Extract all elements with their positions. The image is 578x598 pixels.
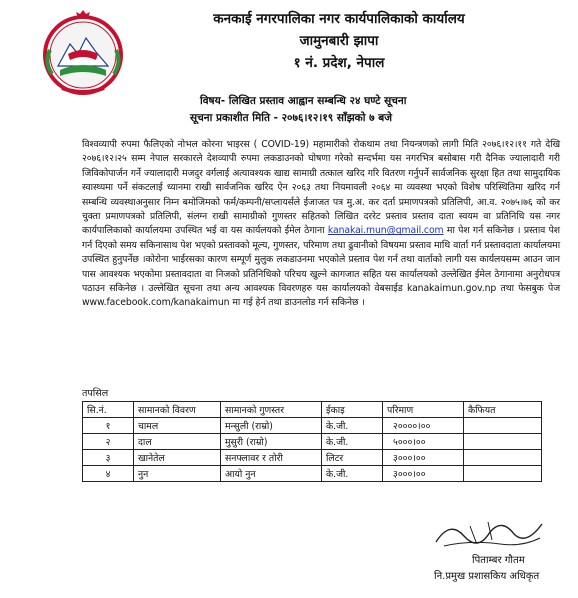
cell-item: चामल bbox=[134, 418, 221, 434]
office-header bbox=[120, 8, 558, 74]
signer-block bbox=[434, 553, 539, 585]
cell-sn: ३ bbox=[83, 450, 134, 466]
cell-unit: के.जी. bbox=[322, 466, 383, 482]
cell-quantity: ३०००।०० bbox=[383, 450, 464, 466]
handwritten-signature bbox=[430, 512, 550, 554]
signer-title: नि.प्रमुख प्रशासकिय अधिकृत bbox=[434, 571, 540, 582]
nepal-emblem-icon bbox=[40, 10, 126, 96]
cell-sn: ४ bbox=[83, 466, 134, 482]
cell-quantity: ३०००।०० bbox=[383, 466, 464, 482]
table-row bbox=[83, 434, 542, 450]
table-row bbox=[83, 418, 542, 434]
cell-item: नुन bbox=[134, 466, 221, 482]
cell-unit: के.जी. bbox=[322, 434, 383, 450]
cell-remarks bbox=[464, 418, 542, 434]
cell-quality: मन्सुली (राम्रो) bbox=[221, 418, 322, 434]
cell-unit: के.जी. bbox=[322, 418, 383, 434]
cell-remarks bbox=[464, 466, 542, 482]
cell-remarks bbox=[464, 434, 542, 450]
table-row bbox=[83, 466, 542, 482]
header-cell-quality: सामानको गुणस्तर bbox=[221, 402, 322, 418]
header-cell-unit: ईकाइ bbox=[322, 402, 383, 418]
municipality-title: कनकाई नगरपालिका नगर कार्यपालिकाको कार्यालय bbox=[213, 11, 465, 27]
notice-subject bbox=[160, 93, 568, 127]
header-cell-remarks: कैफियत bbox=[464, 402, 542, 418]
cell-quality: मुसुरी (राम्रो) bbox=[221, 434, 322, 450]
body-paragraph-part1: विश्वव्यापी रुपमा फैलिएको नोभल कोरना भाइरस ( COVID-19) महामारीको रोकथाम तथा नियन्त्रणको लागी मिति २०७६।१२।११ गते देखि २०७६।१२।२५ सम्म नेपाल सरकारले देशव्यापी रुपमा लकडाउनको घोषणा गरेको सन्दर्भमा यस नगरभित्र बसोबास गरी दैनिक ज्यालादारी गरी जिविकोपार्जन गर्ने ज्यालादारी मजदुर वर्गलाई अत्यावश्यक खाद्य सामाग्री तत्काल खरिद गरि वितरण गर्नुपर्ने सार्वजनिक सुरक्षा हित तथा सामुदायिक स्वास्थ्यमा पर्ने संकटलाई ध्यानमा राखी सार्वजनिक खरिद ऐन २०६३ तथा नियमावली २०६४ मा व्यवस्था भएको विशेष परिस्थितिमा खरिद गर्न सम्बन्धि व्यवस्थाअनुसार निम्न बमोजिमको फर्म/कम्पनी/सप्लायर्सले ईजाजत पत्र मु.अ. कर दर्ता प्रमाणपत्रको प्रतिलिपी, आ.व. २०७५।७६ को कर चुक्ता प्रमाणपत्रको प्रतिलिपी, संलग्न राखी सामाग्रीको गुणस्तर सहितको लिखित दररेट प्रस्ताव प्रस्ताव दाता स्वयम वा प्रतिनिधि यस नगर कार्यपालिकाको कार्यालयमा उपस्थित भई वा यस कार्यलयको ईमेल ठेगाना bbox=[82, 139, 560, 237]
cell-remarks bbox=[464, 450, 542, 466]
cell-quality: सनफ्लावर र तोरी bbox=[221, 450, 322, 466]
cell-sn: १ bbox=[83, 418, 134, 434]
subject-line: विषय- लिखित प्रस्ताव आह्वान सम्बन्धि २४ घण्टे सूचना bbox=[200, 95, 407, 107]
notice-body bbox=[82, 138, 560, 311]
signer-name: पिताम्बर गौतम bbox=[472, 555, 525, 566]
cell-quantity: ५०००।०० bbox=[383, 434, 464, 450]
cell-unit: लिटर bbox=[322, 450, 383, 466]
header-cell-sn: सि.नं. bbox=[83, 402, 134, 418]
header-cell-quantity: परिमाण bbox=[383, 402, 464, 418]
items-table bbox=[82, 401, 542, 482]
email-link[interactable]: kanakai.mun@gmail.com bbox=[327, 225, 444, 237]
cell-quantity: २००००।०० bbox=[383, 418, 464, 434]
body-paragraph-part2: मा पेश गर्न सकिनेछ । प्रस्ताव पेश गर्न दिएको समय सकिनासाथ पेश भएको प्रस्तावको मूल्य, गुणस्तर, परिमाण तथा ढुवानीको विषयमा प्रस्ताव माथि वार्ता गर्न प्रस्तावदाता कार्यालयमा उपस्थित हुनुपर्नेछ ।कोरोना भाईरसका कारण सम्पूर्ण मुलुक लकडाउनमा भएकोले प्रस्ताव पेश गर्न तथा वार्ताको लागी यस कार्यलयसम्म आउन जान पास आवश्यक भएकोमा प्रस्तावदाता वा निजको प्रतिनिधिको परिचय खुल्ने कागजात सहित यस कार्यालयको उल्लेखित ईमेल ठेगानामा अनुरोधपत्र पठाउन सकिनेछ । उल्लेखित सूचना तथा अन्य आवश्यक विवरणहरु यस कार्यालयको वेबसाईड kanakaimun.gov.np तथा फेसबुक पेज www.facebook.com/kanakaimun मा गई हेर्न तथा डाउनलोड गर्न सकिनेछ । bbox=[82, 225, 560, 309]
municipality-location: जामुनबारी झापा bbox=[299, 33, 379, 49]
tabsil-label: तपसिल bbox=[82, 388, 109, 399]
table-header-row bbox=[83, 402, 542, 418]
cell-sn: २ bbox=[83, 434, 134, 450]
province-name: १ नं. प्रदेश, नेपाल bbox=[293, 55, 385, 71]
table-row bbox=[83, 450, 542, 466]
cell-item: दाल bbox=[134, 434, 221, 450]
publish-date-line: सूचना प्रकाशीत मिति - २०७६।१२।१९ साँझको ७ बजे bbox=[190, 112, 392, 124]
header-cell-item: सामानको विवरण bbox=[134, 402, 221, 418]
cell-item: खानेतेल bbox=[134, 450, 221, 466]
cell-quality: आयो नुन bbox=[221, 466, 322, 482]
